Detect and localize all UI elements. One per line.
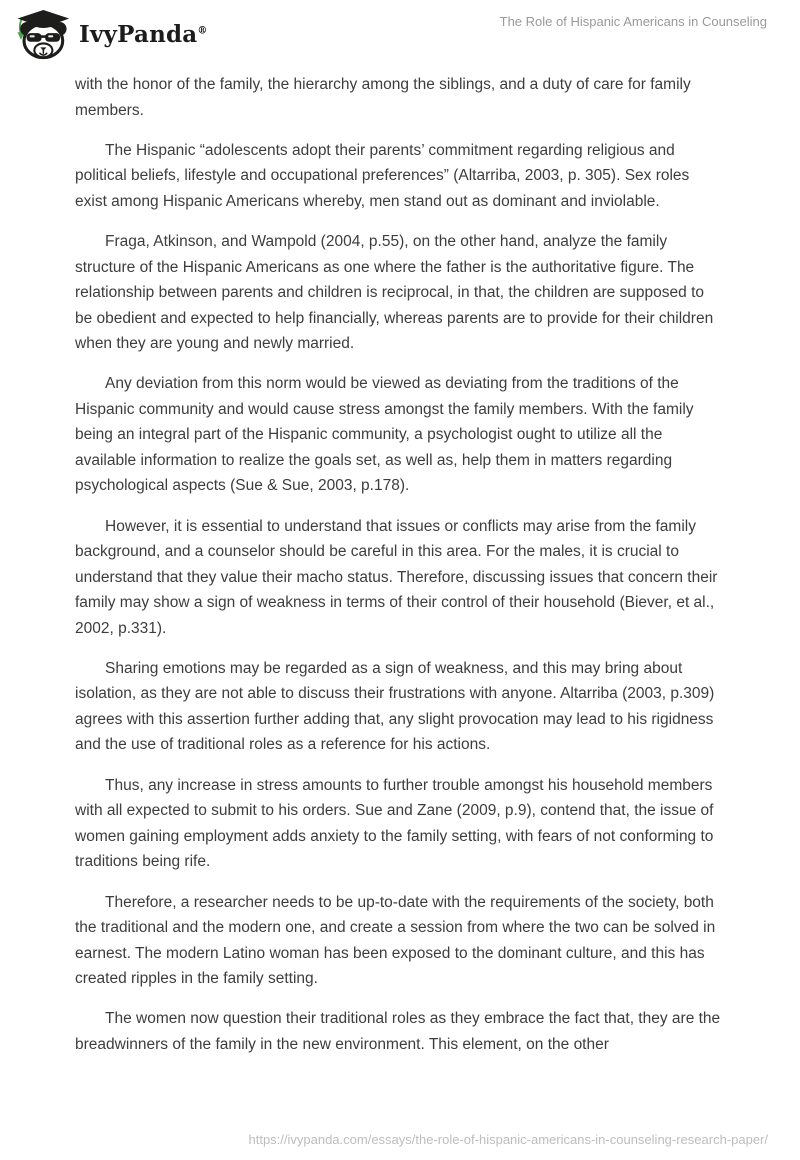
essay-paragraph: Therefore, a researcher needs to be up-to-date with the requirements of the society, both the traditional and the modern one, and create a session from where the two can be solved in earnest. The modern Latino woman has been exposed to the dominant culture, and this has created ripples in the family setting. bbox=[75, 893, 716, 988]
essay-paragraph: Sharing emotions may be regarded as a sign of weakness, and this may bring about isolation, as they are not able to discuss their frustrations with anyone. Altarriba (2003, p.309) agrees with this assertion further adding that, any slight provocation may lead to his rigidness and the use of traditional roles as a reference for his actions. bbox=[75, 659, 715, 754]
essay-body bbox=[75, 72, 725, 1072]
source-url[interactable]: https://ivypanda.com/essays/the-role-of-hispanic-americans-in-counseling-research-paper/ bbox=[248, 1132, 768, 1147]
brand[interactable] bbox=[15, 8, 208, 60]
essay-paragraph: However, it is essential to understand that issues or conflicts may arise from the family background, and a counselor should be careful in this area. For the males, it is crucial to understand that they value their macho status. Therefore, discussing issues that concern their family may show a sign of weakness in terms of their control of their household (Biever, et al., 2002, p.331). bbox=[75, 517, 718, 637]
brand-name bbox=[79, 21, 208, 48]
essay-paragraph: The Hispanic “adolescents adopt their parents’ commitment regarding religious and political beliefs, lifestyle and occupational preferences” (Altarriba, 2003, p. 305). Sex roles exist among Hispanic Americans whereby, men stand out as dominant and inviolable. bbox=[75, 141, 690, 210]
essay-paragraph: Any deviation from this norm would be viewed as deviating from the traditions of the Hispanic community and would cause stress amongst the family members. With the family being an integral part of the Hispanic community, a psychologist ought to utilize all the available information to realize the goals set, as well as, help them in matters regarding psychological aspects (Sue & Sue, 2003, p.178). bbox=[75, 375, 694, 495]
essay-paragraph: Fraga, Atkinson, and Wampold (2004, p.55), on the other hand, analyze the family structure of the Hispanic Americans as one where the father is the authoritative figure. The relationship between parents and children is reciprocal, in that, the children are supposed to be obedient and expected to help financially, whereas parents are to provide for their children when they are young and newly married. bbox=[75, 233, 714, 353]
registered-trademark: ® bbox=[197, 24, 208, 36]
essay-paragraph: Thus, any increase in stress amounts to further trouble amongst his household members with all expected to submit to his orders. Sue and Zane (2009, p.9), contend that, the issue of women gaining employment adds anxiety to the family setting, with fears of not conforming to traditions being rife. bbox=[75, 776, 714, 871]
essay-paragraph: with the honor of the family, the hierarchy among the siblings, and a duty of care for family members. bbox=[75, 76, 691, 119]
panda-graduation-cap-icon bbox=[15, 8, 70, 60]
essay-paragraph: The women now question their traditional roles as they embrace the fact that, they are the breadwinners of the family in the new environment. This element, on the other bbox=[75, 1010, 721, 1053]
document-title: The Role of Hispanic Americans in Counseling bbox=[499, 14, 767, 29]
brand-name-text: IvyPanda bbox=[79, 20, 198, 48]
